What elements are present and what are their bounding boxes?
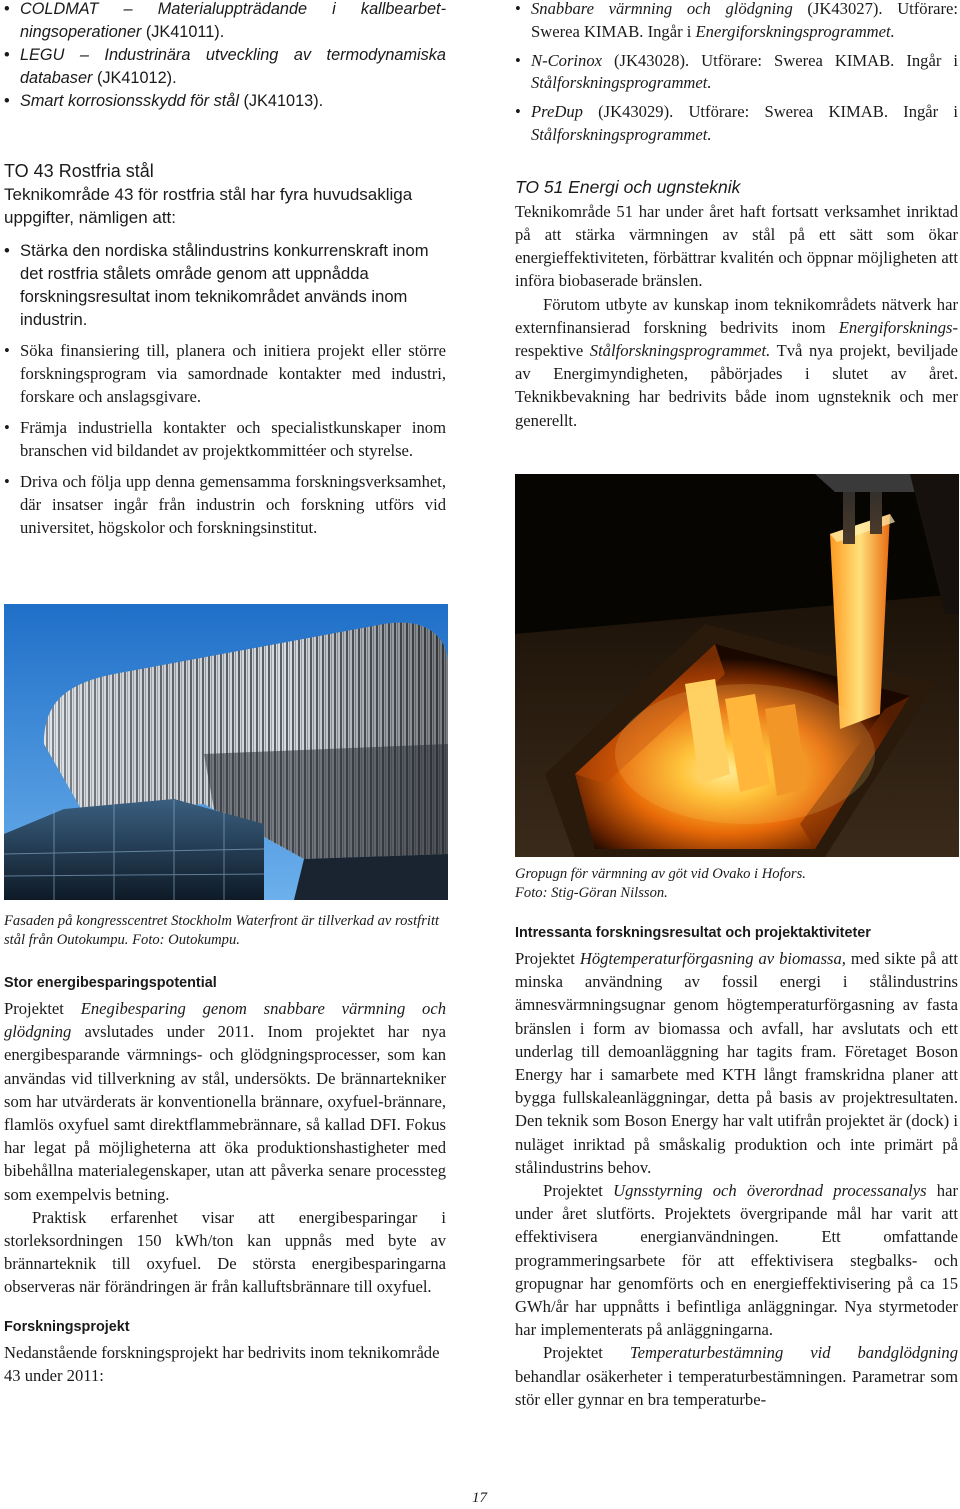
heading-energibesparing: Stor energibesparingspotential: [4, 975, 217, 991]
project-list-to43: [515, 0, 958, 147]
heading-intressanta: Intressanta forskningsresultat och projektaktiviteter: [515, 925, 871, 941]
list-item: • Stärka den nordiska stålindustrins konkurrenskraft inom det rostfria stålets område genom att uppnådda forskningsresultat inom teknikområdet används inom industrin.: [4, 239, 446, 331]
list-item: • PreDup (JK43029). Utförare: Swerea KIMAB. Ingår i Stålforskningsprogrammet.: [515, 101, 958, 147]
list-item: • N-Corinox (JK43028). Utförare: Swerea KIMAB. Ingår i Stålforskningsprogrammet.: [515, 50, 958, 96]
building-photo: [4, 604, 448, 900]
project-list-to41: [4, 0, 446, 113]
to51-paragraph-2: Förutom utbyte av kunskap inom teknikområdets nätverk har externfinansierad forskning bedrivits inom Energiforsknings- respektive Stålforskningsprogrammet. Två nya projekt, beviljade av Energimyndigheten, påbörjades i slutet av året. Teknikbevakning har bedrivits både inom ugnsteknik och mer generellt.: [515, 294, 958, 430]
heading-forskningsprojekt: Forskningsprojekt: [4, 1318, 130, 1335]
intressanta-paragraph-2: Projektet Ugnsstyrning och överordnad processanalys har under året slutförts. Projektets övergripande mål har varit att effektivisera energianvändningen. Ett omfattande programmeringsarbete för att effektivisera stegbalks- och gropugnar har genomförts och en energieffektivisering på ca 15 GWh/år har uppnåtts i befintliga anläggningar. Nya styrmetoder har implementerats på anläggningarna.: [515, 1181, 958, 1340]
building-illustration: [4, 604, 448, 900]
left-lower-column: [4, 975, 446, 1387]
energi-paragraph-1: Projektet Enegibesparing genom snabbare värmning och glödgning avslutades under 2011. Inom projektet har nya energibesparande värmnings- och glödgningsprocesser, som kan användas vid tillverkning av stål, undersökts. De brännartekniker som har utvärderats är konventionella brännare, oxyfuel-brännare, flamlös oxyfuel samt direktflammebrännare, så kallad DFI. Fokus har legat på möjligheterna att öka produktionshastigheter med bibehållna materialegenskaper, utan att påverka senare processteg som exempelvis betning.: [4, 999, 447, 1204]
page-number: 17: [472, 1490, 487, 1506]
intressanta-paragraph-1: Projektet Högtemperaturförgasning av biomassa, med sikte på att minska användning av fossil energi i stålindustrins ämnesvärmningsugnar genom högtemperaturförgasning av fasta bränslen i form av biomassa och avfall, har avslutats och ett underlag till demoanläggning har tagits fram. Företaget Boson Energy har i samarbete med KTH långt framskridna planer att bygga fullskaleanläggningar, detta på basis av projektresultaten. Den teknik som Boson Energy har valt utifrån projektet är (dock) i nuläget inriktad på småskalig produktion och inte primärt på stålindustrins behov.: [515, 949, 958, 1177]
list-item: • Snabbare värmning och glödgning (JK43027). Utförare: Swerea KIMAB. Ingår i Energiforskningsprogrammet.: [515, 0, 958, 44]
right-column: [515, 0, 958, 432]
forskning-paragraph: Nedanstående forskningsprojekt har bedrivits inom teknikområde 43 under 2011:: [4, 1342, 440, 1385]
right-lower-column: [515, 925, 958, 1411]
heading-to43: TO 43 Rostfria stål: [4, 161, 154, 181]
list-item: • LEGU – Industrinära utveckling av termodynamiska databaser (JK41012).: [4, 44, 446, 90]
furnace-photo: [515, 474, 959, 857]
to51-paragraph-1: Teknikområde 51 har under året haft fortsatt verksamhet inriktad på att stärka värmningen av stål på ett sätt som ökar energieffektiviteten, förbättrar kvalitén och öppnar möjligheten att införa biobaserade bränslen.: [515, 201, 958, 291]
heading-to51: TO 51 Energi och ugnsteknik: [515, 176, 741, 197]
caption-furnace: Gropugn för värmning av göt vid Ovako i Hofors. Foto: Stig-Göran Nilsson.: [515, 866, 806, 901]
list-item: • Driva och följa upp denna gemensamma forskningsverksamhet, där insatser ingår från industrin och forskning utförs vid universitet, högskolor och forskningsinstitut.: [4, 470, 446, 539]
list-item: • Smart korrosionsskydd för stål (JK41013).: [4, 90, 446, 113]
list-item: • Främja industriella kontakter och specialistkunskaper inom branschen vid bildandet av projektkommittéer och styrelse.: [4, 416, 446, 462]
furnace-illustration: [515, 474, 959, 857]
list-item: • COLDMAT – Materialuppträdande i kallbearbetningsoperationer (JK41011).: [4, 0, 446, 44]
to43-intro: Teknikområde 43 för rostfria stål har fyra huvudsakliga uppgifter, nämligen att:: [4, 185, 413, 227]
to43-tasks-list: [4, 239, 446, 539]
intressanta-paragraph-3: Projektet Temperaturbestämning vid bandglödgning behandlar osäkerheter i temperaturbestämningen. Parametrar som stör eller gynnar en bra temperaturbe-: [515, 1343, 958, 1409]
left-column: [4, 0, 446, 545]
list-item: • Söka finansiering till, planera och initiera projekt eller större forskningsprogram via samordnade kontakter med industri, forskare och anslagsgivare.: [4, 339, 446, 408]
energi-paragraph-2: Praktisk erfarenhet visar att energibesparingar i storleksordningen 150 kWh/ton kan uppnås med byte av brännarteknik till oxyfuel. De största energibesparingarna observeras när förändringen är från kalluftsbrännare till oxyfuel.: [4, 1207, 446, 1297]
caption-building: Fasaden på kongresscentret Stockholm Waterfront är tillverkad av rostfritt stål från Outokumpu. Foto: Outokumpu.: [4, 913, 440, 948]
